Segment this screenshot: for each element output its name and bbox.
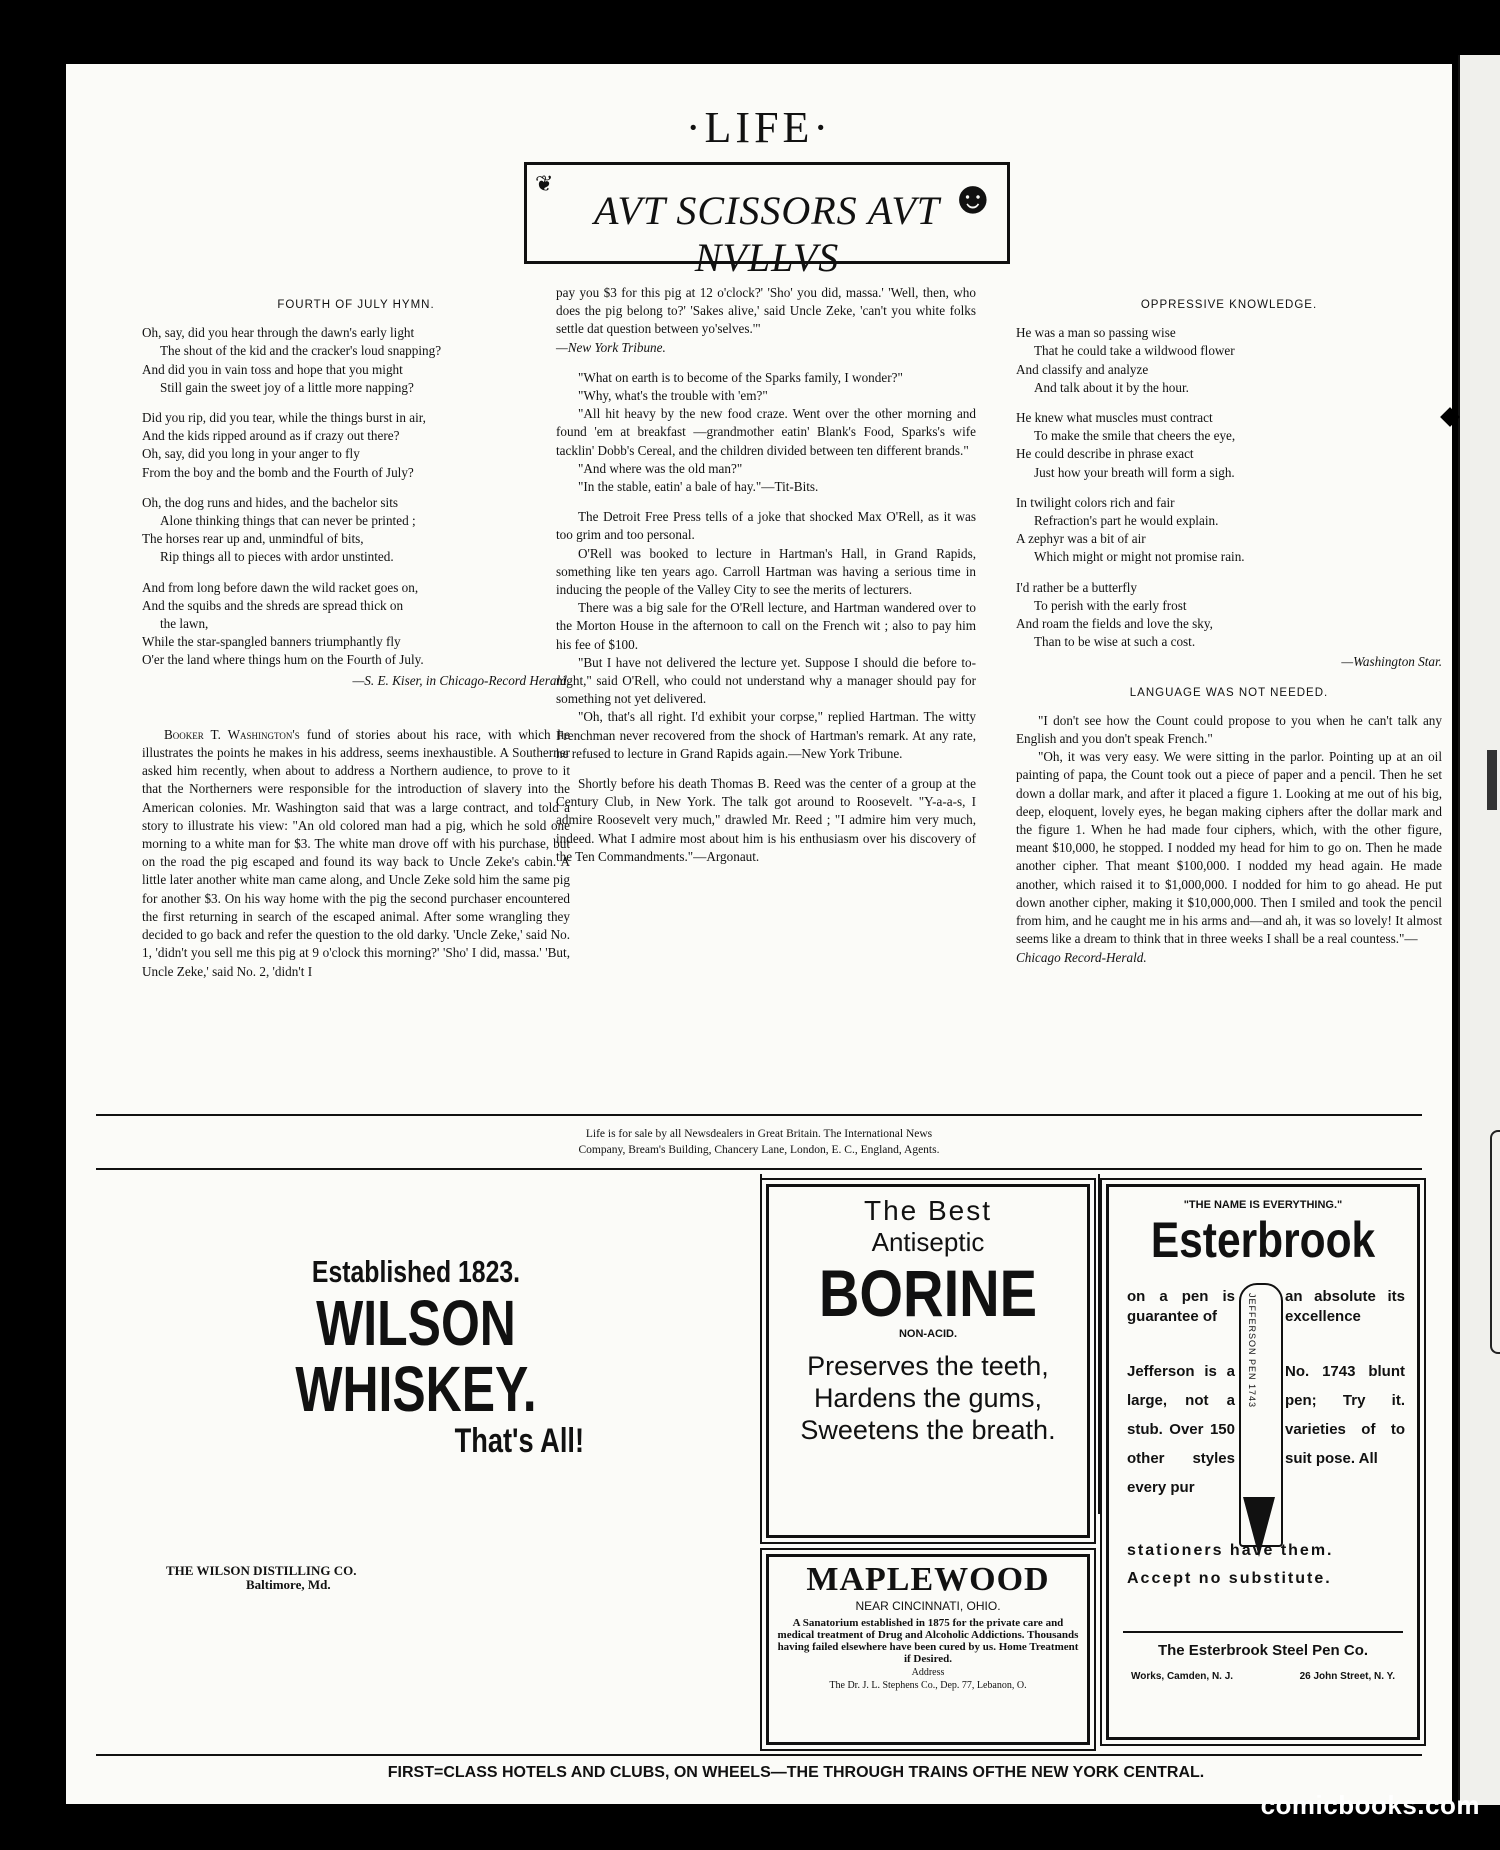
poem-line: And classify and analyze	[1016, 361, 1149, 377]
poem-line: That he could take a wildwood flower	[1034, 343, 1235, 359]
wilson-whiskey-ad: Established 1823. WILSON WHISKEY. That's All!	[295, 1254, 584, 1460]
agents-notice: Life is for sale by all Newsdealers in Great Britain. The International News Company, Bream's Building, Chancery Lane, London, E. C., England, Agents.	[578, 1128, 940, 1156]
oppressive-stanza-1	[1016, 324, 1442, 397]
banner-text: AVT SCISSORS AVT NVLLVS	[593, 188, 941, 280]
hymn-heading: FOURTH OF JULY HYMN.	[277, 299, 435, 311]
booker-lead: Booker T. Washington's	[164, 726, 300, 742]
new-york-central-ad: FIRST=CLASS HOTELS AND CLUBS, ON WHEELS— THE THROUGH TRAINS OF THE NEW YORK CENTRAL.	[387, 1764, 1205, 1781]
divider-rule	[96, 1168, 1422, 1170]
borine-ad: The Best Antiseptic BORINE NON-ACID. Preserves the teeth, Hardens the gums, Sweetens the breath.	[766, 1184, 1090, 1538]
poem-line: And roam the fields and love the sky,	[1016, 616, 1213, 632]
column-left	[142, 284, 570, 981]
booker-attribution: —New York Tribune.	[556, 339, 666, 355]
poem-line: Than to be wise at such a cost.	[1034, 634, 1196, 650]
poem-line: And the kids ripped around as if crazy out there?	[142, 428, 400, 444]
poem-line: To perish with the early frost	[1034, 597, 1187, 613]
sparks-line: "And where was the old man?"	[578, 460, 743, 476]
poem-line: Alone thinking things that can never be printed ;	[160, 513, 416, 529]
poem-line: the lawn,	[160, 616, 209, 632]
poem-line: And talk about it by the hour.	[1034, 379, 1189, 395]
poem-line: He knew what muscles must contract	[1016, 410, 1213, 426]
booker-text: fund of stories about his race, with which he illustrates the points he makes in his address, seems inexhaustible. A Southerner asked him recently, when about to address a Northern audience, to prove to it that the Northerners were responsible for the introduction of slavery into the American colonies. Mr. Washington said that was a large contract, and told a story to illustrate his view: "An old colored man had a pig, which he sold one morning to a white man for $3. The white man drove off with his purchase, but on the road the pig escaped and found its way back to Uncle Zeke's cabin. A little later another white man came along, and Uncle Zeke sold him the same pig for another $3. On his way home with the pig the second purchaser encountered the first returning in search of the escaped animal. After some wrangling they decided to go back and refer the question to the old darky. 'Uncle Zeke,' said No. 1, 'didn't you sell me this pig at 9 o'clock this morning?' 'Sho' I did, massa.' 'But, Uncle Zeke,' said No. 2, 'didn't I	[142, 726, 570, 979]
ornament-icon: ❦	[535, 171, 554, 196]
section-banner	[524, 162, 1010, 280]
oppressive-heading: OPPRESSIVE KNOWLEDGE.	[1140, 299, 1318, 311]
maplewood-ad: MAPLEWOOD NEAR CINCINNATI, OHIO. A Sanatorium established in 1875 for the private care and medical treatment of Drug and Alcoholic Addictions. Thousands having failed elsewhere have been cured by us. Home Treatment if Desired. Address The Dr. J. L. Stephens Co., Dep. 77, Lebanon, O.	[766, 1554, 1090, 1745]
poem-line: I'd rather be a butterfly	[1016, 579, 1138, 595]
poem-line: Oh, say, did you hear through the dawn's early light	[142, 325, 415, 341]
oppressive-stanza-2	[1016, 409, 1442, 482]
poem-line: Which might or might not promise rain.	[1034, 549, 1245, 565]
sparks-line: "All hit heavy by the new food craze. Went over the other morning and found 'em at breakfast —grandmother eatin' Blank's Food, Sparks's wife tacklin' Dobb's Cereal, and the children divided between ten different brands."	[556, 406, 976, 458]
booker-paragraph	[142, 726, 570, 981]
detroit-paragraph: The Detroit Free Press tells of a joke that shocked Max O'Rell, as it was too grim and too personal.	[556, 509, 976, 543]
orell-paragraph: "But I have not delivered the lecture yet. Suppose I should die before to-night," said O'Rell, who could not understand why a manager should pay for something not yet delivered.	[556, 654, 976, 707]
poem-line: And did you in vain toss and hope that you might	[142, 361, 403, 377]
poem-line: Still gain the sweet joy of a little more napping?	[160, 379, 414, 395]
divider-rule	[96, 1114, 1422, 1116]
poem-line: He could describe in phrase exact	[1016, 446, 1194, 462]
hymn-attribution: —S. E. Kiser, in Chicago-Record Herald.	[352, 672, 570, 688]
poem-line: From the boy and the bomb and the Fourth of July?	[142, 464, 414, 480]
divider-rule	[96, 1754, 1422, 1756]
booker-continued: pay you $3 for this pig at 12 o'clock?' 'Sho' you did, massa.' 'Well, then, who does the pig belong to?' 'Sakes alive,' said Uncle Zeke, 'can't you white folks settle dat question between yo'selves.'"	[556, 285, 976, 337]
poem-line: Refraction's part he would explain.	[1034, 513, 1219, 529]
hymn-stanza-2	[142, 409, 570, 482]
hymn-stanza-3	[142, 494, 570, 567]
poem-line: The shout of the kid and the cracker's loud snapping?	[160, 343, 442, 359]
watermark: comicbooks.com	[1260, 1790, 1480, 1820]
orell-paragraph: "Oh, that's all right. I'd exhibit your corpse," replied Hartman. The witty Frenchman never recovered from the shock of Hartman's remark. At any rate, he refused to lecture in Grand Rapids again.—New York Tribune.	[556, 709, 976, 761]
ad-divider	[760, 1174, 762, 1514]
poem-line: He was a man so passing wise	[1016, 325, 1176, 341]
poem-line: Just how your breath will form a sigh.	[1034, 464, 1235, 480]
language-attribution: Chicago Record-Herald.	[1016, 949, 1147, 965]
poem-line: Did you rip, did you tear, while the things burst in air,	[142, 410, 426, 426]
sparks-line: "Why, what's the trouble with 'em?"	[578, 388, 768, 404]
language-paragraph: "I don't see how the Count could propose to you when he can't talk any English and you don't speak French."	[1016, 712, 1442, 747]
poem-line: Oh, the dog runs and hides, and the bachelor sits	[142, 494, 399, 510]
poem-line: The horses rear up and, unmindful of bits,	[142, 531, 364, 547]
magazine-page	[66, 64, 1452, 1804]
orell-paragraph: O'Rell was booked to lecture in Hartman's Hall, in Grand Rapids, something like ten years ago. Carroll Hartman was having a serious time in inducing the people of the Valley City to see the merits of lecturers.	[556, 545, 976, 598]
oppressive-stanza-3	[1016, 494, 1442, 567]
poem-line: While the star-spangled banners triumphantly fly	[142, 634, 401, 650]
poem-line: And the squibs and the shreds are spread thick on	[142, 597, 404, 613]
language-heading: LANGUAGE WAS NOT NEEDED.	[1129, 686, 1329, 699]
poem-line: Rip things all to pieces with ardor unstinted.	[160, 549, 394, 565]
oppressive-attribution: —Washington Star.	[1341, 654, 1442, 670]
sparks-line: "In the stable, eatin' a bale of hay."—Tit-Bits.	[578, 479, 819, 495]
poem-line: To make the smile that cheers the eye,	[1034, 428, 1236, 444]
column-middle	[556, 284, 976, 866]
profile-head-icon: ☻	[948, 172, 997, 223]
esterbrook-ad: "THE NAME IS EVERYTHING." Esterbrook JEFFERSON PEN 1743 on a pen is guarantee of an absolute its excellence Jefferson is a large, not a stub. Over 150 other styles every pur No. 1743 blunt pen; Try it. varieties of to suit pose. All stationers have them. Accept no substitute. The Esterbrook Steel Pen Co. Works, Camden, N. J. 26 John Street, N. Y.	[1106, 1184, 1420, 1740]
poem-line: A zephyr was a bit of air	[1016, 531, 1146, 547]
column-right	[1016, 284, 1442, 967]
reed-paragraph: Shortly before his death Thomas B. Reed was the center of a group at the Century Club, in New York. The talk got around to Roosevelt. "Y-a-a-s, I admire Roosevelt very much," drawled Mr. Reed ; "I admire him very much, indeed. What I admire most about him is his enthusiasm over his discovery of the Ten Commandments."—Argonaut.	[556, 776, 976, 864]
poem-line: Oh, say, did you long in your anger to fly	[142, 446, 360, 462]
poem-line: O'er the land where things hum on the Fourth of July.	[142, 652, 424, 668]
hymn-stanza-1	[142, 324, 570, 397]
pen-label: JEFFERSON PEN 1743	[1247, 1293, 1257, 1409]
language-paragraph: "Oh, it was very easy. We were sitting in the parlor. Pointing up at an oil painting of papa, the Count took out a piece of paper and a pencil. Then he set down a dollar mark, and after it placed a figure 1. Looking at me out of his big, deep, eloquent, lovely eyes, he began making ciphers after the dollar mark and the figure 1. When he had made four ciphers, which, with the other figure, meant $10,000, he stopped. I nodded my head for him to go on. Then he made another cipher. That meant $100,000. I nodded my head again. He made another, which raised it to $1,000,000. I nodded for him to go ahead. He put down another cipher, making it $10,000,000. Then I smiled and took the pencil from him, and he caught me in his arms and—and ah, it was so lovely! It almost seems like a dream to think that in three weeks I shall be a real countess."—	[1016, 749, 1442, 947]
wilson-company: THE WILSON DISTILLING CO. Baltimore, Md.	[166, 1563, 357, 1592]
ad-divider	[1098, 1174, 1100, 1514]
poem-line: And from long before dawn the wild racket goes on,	[142, 579, 419, 595]
oppressive-stanza-4	[1016, 579, 1442, 672]
poem-line: In twilight colors rich and fair	[1016, 494, 1175, 510]
facing-page-edge	[1460, 55, 1500, 1805]
orell-paragraph: There was a big sale for the O'Rell lecture, and Hartman wandered over to the Morton House in the afternoon to call on the French wit ; also to pay him his fee of $100.	[556, 600, 976, 652]
masthead: ·LIFE·	[685, 103, 833, 152]
hymn-stanza-4	[142, 579, 570, 690]
sparks-line: "What on earth is to become of the Sparks family, I wonder?"	[578, 369, 903, 385]
